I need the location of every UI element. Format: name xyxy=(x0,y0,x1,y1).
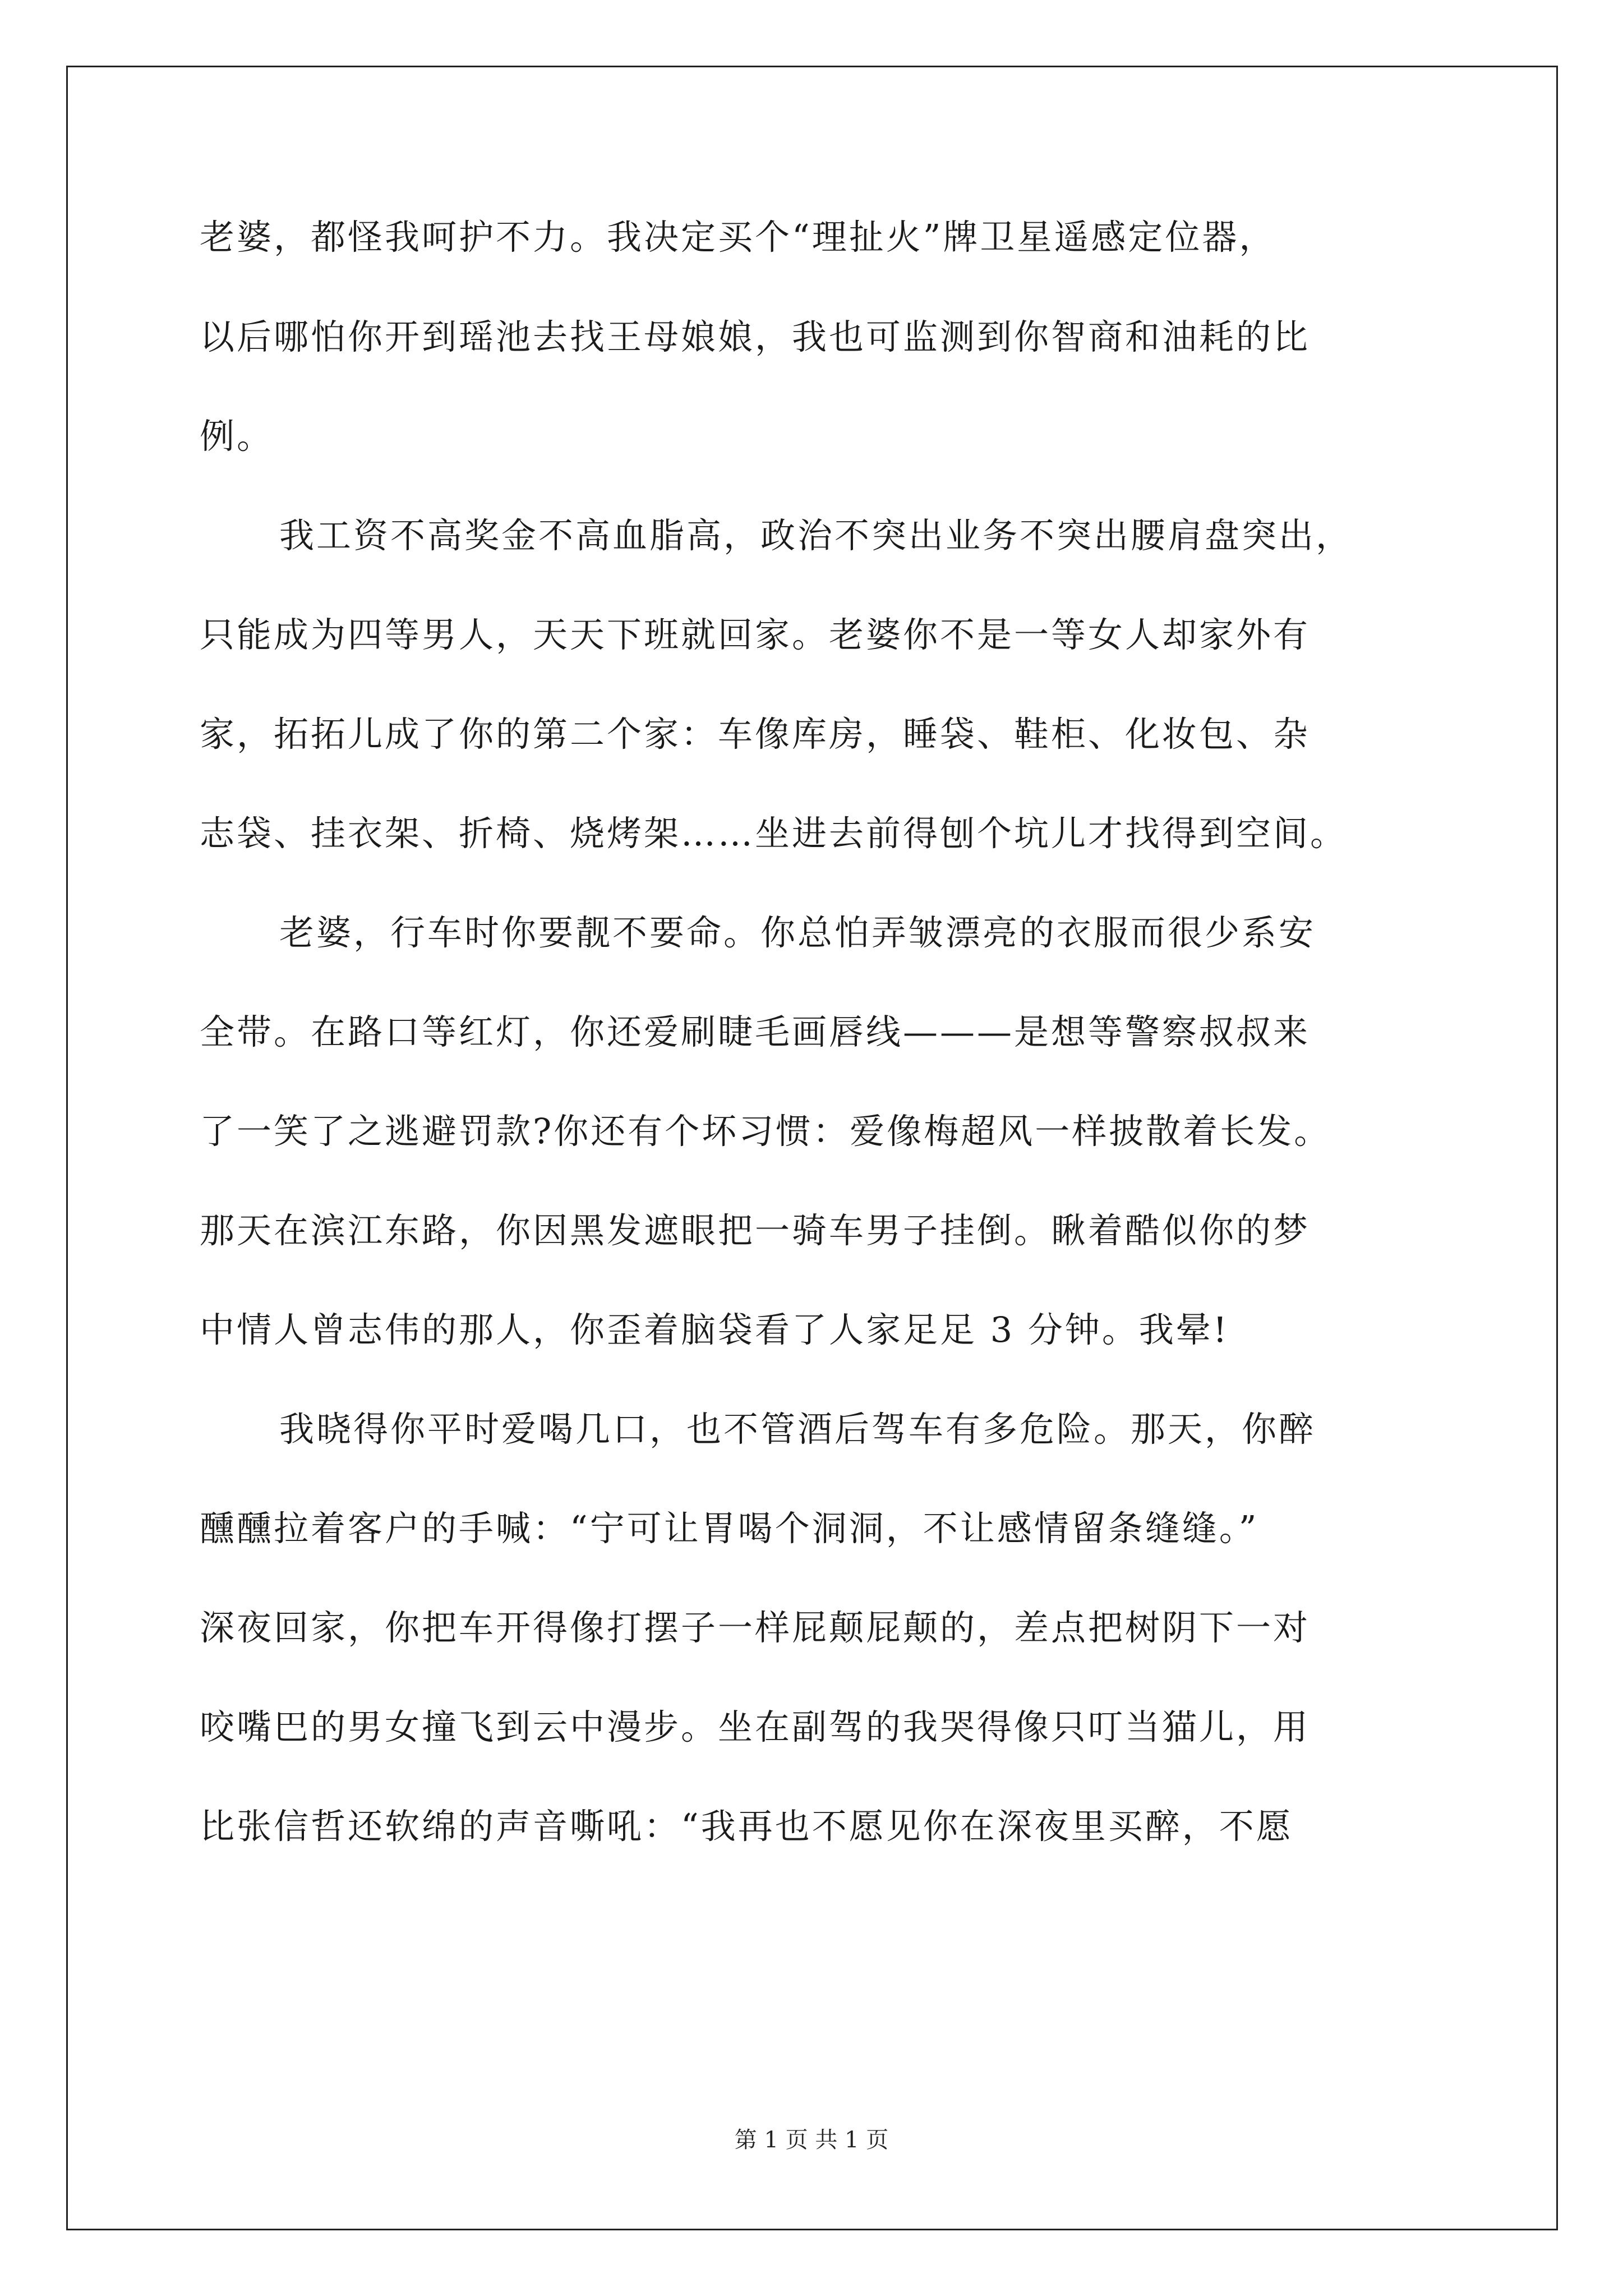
text-line-6: 家，拓拓儿成了你的第二个家：车像库房，睡袋、鞋柜、化妆包、杂 xyxy=(200,714,1311,754)
text-line-1: 老婆，都怪我呵护不力。我决定买个“理扯火”牌卫星遥感定位器， xyxy=(200,217,1276,257)
text-line-15: 深夜回家，你把车开得像打摆子一样屁颠屁颠的，差点把树阴下一对 xyxy=(200,1607,1311,1648)
text-line-5: 只能成为四等男人，天天下班就回家。老婆你不是一等女人却家外有 xyxy=(200,614,1311,655)
text-line-11: 那天在滨江东路，你因黑发遮眼把一骑车男子挂倒。瞅着酷似你的梦 xyxy=(200,1210,1311,1251)
text-line-4: 我工资不高奖金不高血脂高，政治不突出业务不突出腰肩盘突出， xyxy=(279,515,1353,556)
text-line-16: 咬嘴巴的男女撞飞到云中漫步。坐在副驾的我哭得像只叮当猫儿，用 xyxy=(200,1706,1311,1747)
text-line-2: 以后哪怕你开到瑶池去找王母娘娘，我也可监测到你智商和油耗的比 xyxy=(200,316,1311,357)
text-line-3: 例。 xyxy=(200,416,274,457)
text-line-12: 中情人曾志伟的那人，你歪着脑袋看了人家足足 3 分钟。我晕! xyxy=(200,1309,1229,1350)
text-line-7: 志袋、挂衣架、折椅、烧烤架……坐进去前得刨个坑儿才找得到空间。 xyxy=(200,813,1348,854)
text-line-10: 了一笑了之逃避罚款?你还有个坏习惯：爱像梅超风一样披散着长发。 xyxy=(200,1111,1331,1152)
text-line-14: 醺醺拉着客户的手喊：“宁可让胃喝个洞洞，不让感情留条缝缝。” xyxy=(200,1508,1259,1549)
text-line-8: 老婆，行车时你要靓不要命。你总怕弄皱漂亮的衣服而很少系安 xyxy=(279,912,1316,953)
text-line-9: 全带。在路口等红灯，你还爱刷睫毛画唇线———是想等警察叔叔来 xyxy=(200,1011,1311,1052)
text-line-13: 我晓得你平时爱喝几口，也不管酒后驾车有多危险。那天，你醉 xyxy=(279,1409,1316,1450)
text-line-17: 比张信哲还软绵的声音嘶吼：“我再也不愿见你在深夜里买醉，不愿 xyxy=(200,1806,1293,1847)
page-number-footer: 第 1 页 共 1 页 xyxy=(734,2127,889,2153)
